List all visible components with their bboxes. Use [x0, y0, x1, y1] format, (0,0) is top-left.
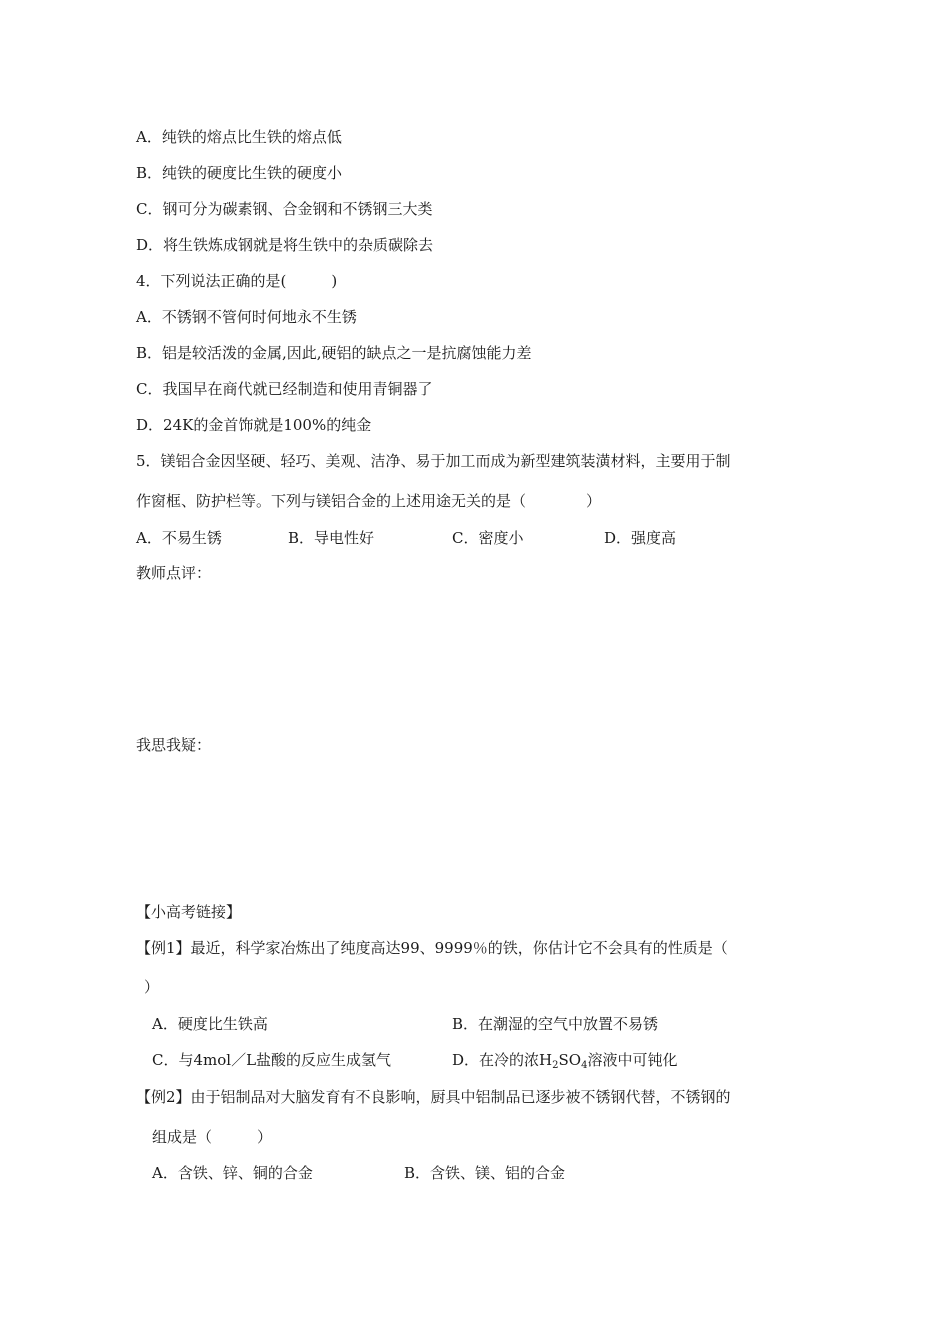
self-reflection-label: 我思我疑：	[136, 736, 212, 754]
q3-option-b: B．纯铁的硬度比生铁的硬度小	[136, 164, 343, 182]
q5-option-d: D．强度高	[604, 529, 677, 547]
example-1-option-b: B．在潮湿的空气中放置不易锈	[452, 1015, 659, 1033]
example-2-option-b: B．含铁、镁、铝的合金	[404, 1164, 566, 1182]
q4-option-b: B．铝是较活泼的金属,因此,硬铝的缺点之一是抗腐蚀能力差	[136, 344, 532, 362]
example-1-label: 【例1】	[136, 939, 191, 957]
example-2-stem	[136, 1087, 731, 1107]
teacher-comment-label: 教师点评：	[136, 564, 212, 582]
example-1-option-d-prefix: D．在冷的浓H	[452, 1051, 553, 1069]
example-1-option-d-sub1: 2	[552, 1060, 559, 1071]
q5-option-a: A．不易生锈	[136, 529, 222, 547]
example-2-label: 【例2】	[136, 1088, 191, 1106]
example-1-option-d	[452, 1050, 677, 1070]
q5-stem-line2: 作窗框、防护栏等。下列与镁铝合金的上述用途无关的是（ ）	[136, 492, 602, 510]
q5-stem-line1: 5．镁铝合金因坚硬、轻巧、美观、洁净、易于加工而成为新型建筑装潢材料，主要用于制	[136, 452, 731, 470]
q4-option-c: C．我国早在商代就已经制造和使用青铜器了	[136, 380, 433, 398]
q5-option-c: C．密度小	[452, 529, 524, 547]
example-1-option-c: C．与4mol／L盐酸的反应生成氢气	[152, 1051, 392, 1069]
q4-option-a: A．不锈钢不管何时何地永不生锈	[136, 308, 357, 326]
example-2-stem-line2: 组成是（ ）	[152, 1128, 273, 1146]
q3-option-a: A．纯铁的熔点比生铁的熔点低	[136, 128, 342, 146]
example-2-text: 由于铝制品对大脑发育有不良影响，厨具中铝制品已逐步被不锈钢代替，不锈钢的	[190, 1088, 731, 1106]
example-1-stem-end: ）	[144, 978, 160, 996]
q4-stem: 4．下列说法正确的是( )	[136, 272, 338, 290]
example-1-option-d-sub2: 4	[581, 1060, 588, 1071]
q3-option-d: D．将生铁炼成钢就是将生铁中的杂质碳除去	[136, 236, 434, 254]
q5-option-b: B．导电性好	[288, 529, 375, 547]
example-1-option-a: A．硬度比生铁高	[152, 1015, 268, 1033]
example-1-option-d-suffix: 溶液中可钝化	[587, 1051, 678, 1069]
q3-option-c: C．钢可分为碳素钢、合金钢和不锈钢三大类	[136, 200, 433, 218]
example-2-option-a: A．含铁、锌、铜的合金	[152, 1164, 313, 1182]
q4-option-d: D．24K的金首饰就是100%的纯金	[136, 416, 372, 434]
link-section-title: 【小高考链接】	[136, 903, 242, 921]
example-1-text: 最近，科学家冶炼出了纯度高达99、9999％的铁，你估计它不会具有的性质是（	[190, 939, 728, 957]
example-1-option-d-mid: SO	[558, 1051, 582, 1069]
example-1-stem	[136, 938, 728, 958]
